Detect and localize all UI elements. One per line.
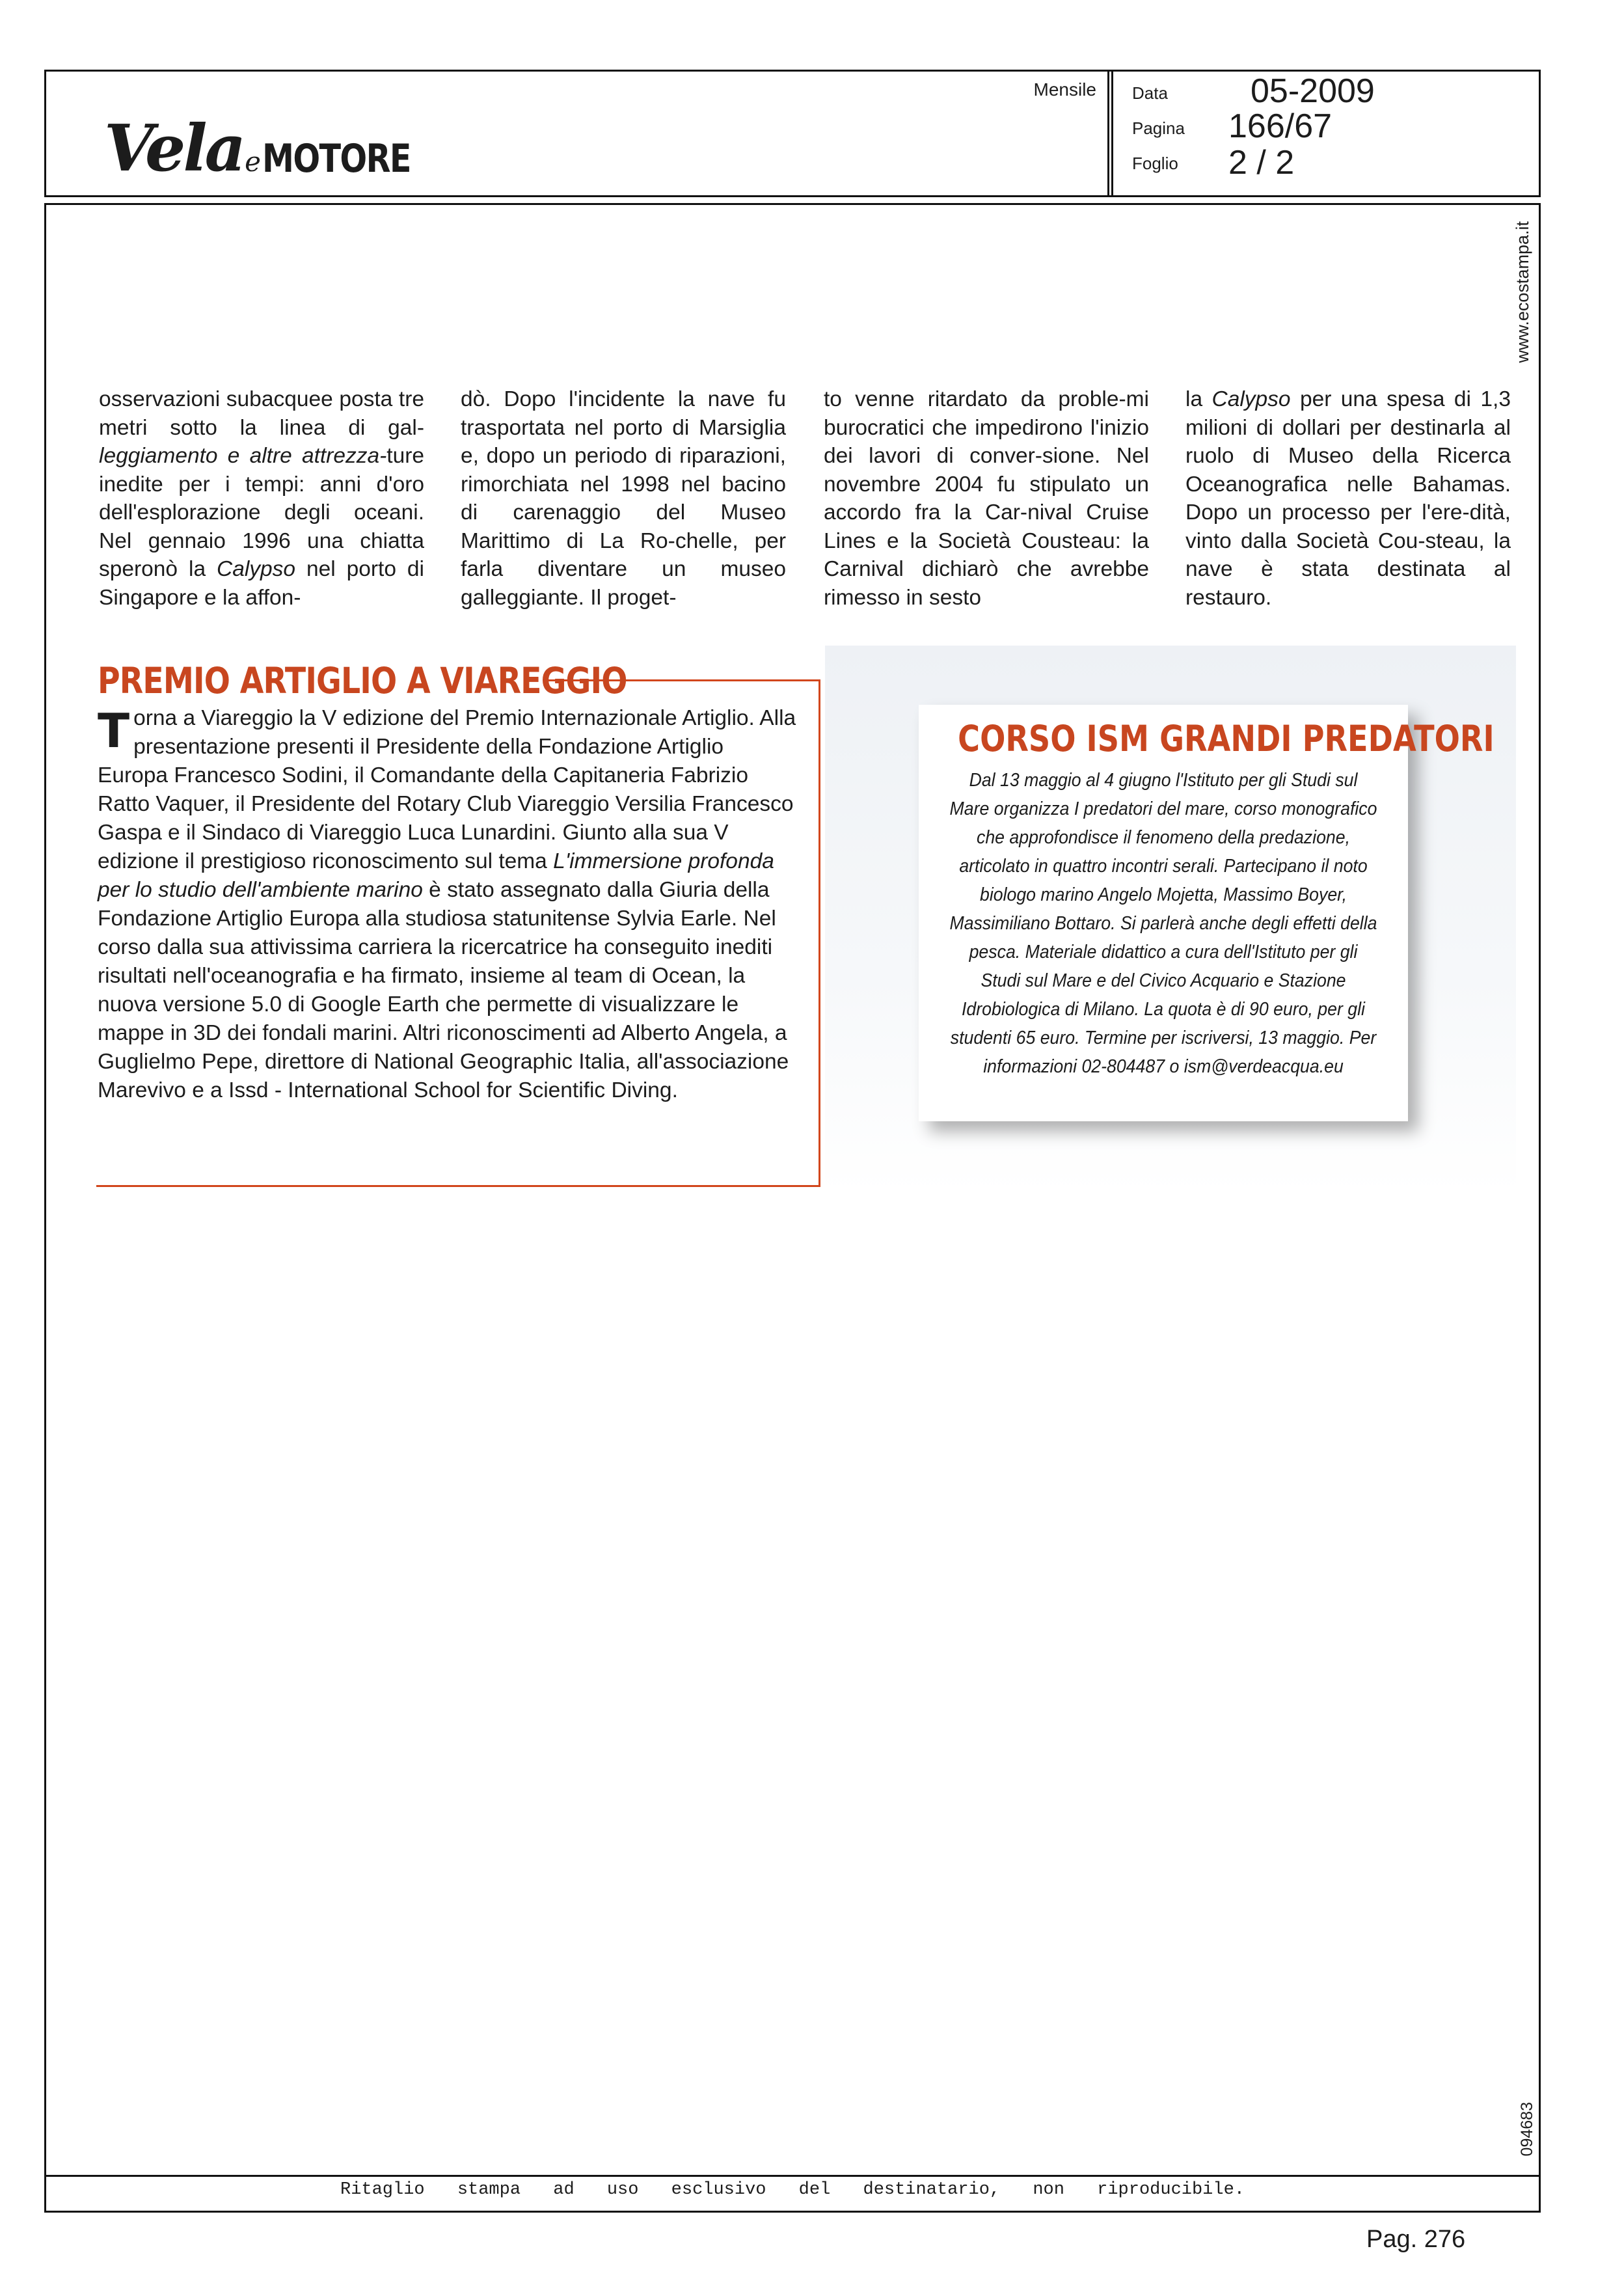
premio-title: PREMIO ARTIGLIO A VIAREGGIO xyxy=(98,660,627,702)
logo-e: e xyxy=(245,146,261,178)
premio-body xyxy=(98,704,799,1105)
meta-value-data: 05-2009 xyxy=(1251,72,1375,110)
premio-text: è stato assegnato dalla Giuria della Fondazione Artiglio Europa alla studiosa statunitense Sylvia Earle. Nel corso dalla sua attivissima carriera la ricercatrice ha conseguito inediti risultati nell'oceanografia e ha firmato, insieme al team di Ocean, la nuova versione 5.0 di Google Earth che permette di visualizzare le mappe in 3D dei fondali marini. Altri riconoscimenti ad Alberto Angela, a Guglielmo Pepe, direttore di National Geographic Italia, all'associazione Marevivo e a Issd - International School for Scientific Diving. xyxy=(98,878,789,1102)
logo-motore: MOTORE xyxy=(262,136,411,182)
column-text: la xyxy=(1185,387,1212,411)
article-column-3 xyxy=(824,385,1149,612)
header-divider xyxy=(1107,70,1113,197)
side-code: 094683 xyxy=(1518,2102,1536,2157)
corso-paragraph: Dal 13 maggio al 4 giugno l'Istituto per gli Studi sul Mare organizza I predatori del mare, corso monografico che approfondisce il fenomeno della predazione, articolato in quattro incontri serali. Partecipano il noto biologo marino Angelo Mojetta, Massimo Boyer, Massimiliano Bottaro. Si parlerà anche degli effetti della pesca. Materiale didattico a cura dell'Istituto per gli Studi sul Mare e del Civico Acquario e Stazione Idrobiologica di Milano. La quota è di 90 euro, per gli studenti 65 euro. Termine per iscriversi, 13 maggio. Per informazioni 02-804487 o ism@verdeacqua.eu xyxy=(949,770,1377,1077)
column-text: ture inedite per i tempi: anni d'oro dell'esplorazione degli oceani. Nel gennaio 1996 una chiatta speronò la xyxy=(99,444,424,581)
column-text: to venne ritardato da proble-mi burocratici che impedirono l'inizio dei lavori di conver-sione. Nel novembre 2004 fu stipulato un accordo fra la Car-nival Cruise Lines e la Società Cousteau: la Carnival dichiarò che avrebbe rimesso in sesto xyxy=(824,387,1149,610)
column-text xyxy=(99,385,424,612)
premio-text: orna a Viareggio la V edizione del Premio Internazionale Artiglio. Alla presentazione presenti il Presidente della Fondazione Artiglio Europa Francesco Sodini, il Comandante della Capitaneria Fabrizio Ratto Vaquer, il Presidente del Rotary Club Viareggio Versilia Francesco Gaspa e il Sindaco di Viareggio Luca Lunardini. Giunto alla sua V edizione il prestigioso riconoscimento sul tema xyxy=(98,706,796,873)
article-column-2 xyxy=(461,385,786,612)
premio-italic-text: L'immersione profonda per lo studio dell'ambiente marino xyxy=(98,849,774,902)
column-italic-text: Calypso xyxy=(1211,387,1291,411)
footer-rule xyxy=(44,2175,1541,2177)
column-text xyxy=(1185,385,1511,612)
corso-body xyxy=(949,766,1378,1081)
meta-label-foglio: Foglio xyxy=(1132,154,1178,173)
column-text xyxy=(824,385,1149,612)
column-italic-text: Calypso xyxy=(217,557,296,581)
frequency-label: Mensile xyxy=(1033,79,1096,100)
column-text: osservazioni subacquee posta tre metri sotto la linea di gal- xyxy=(99,387,424,440)
meta-value-foglio: 2 / 2 xyxy=(1228,144,1295,182)
side-url: www.ecostampa.it xyxy=(1513,221,1532,363)
column-text: nel porto di Singapore e la affon- xyxy=(99,557,424,610)
footer-note: Ritaglio stampa ad uso esclusivo del destinatario, non riproducibile. xyxy=(340,2180,1245,2200)
page-number: Pag. 276 xyxy=(1366,2226,1466,2253)
column-text: per una spesa di 1,3 milioni di dollari per destinarla al ruolo di Museo della Ricerca Oceanografica nelle Bahamas. Dopo un processo per l'ere-dità, vinto dalla Società Cou-steau, la nave è stata destinata al restauro. xyxy=(1185,387,1511,610)
column-italic-text: leggiamento e altre attrezza- xyxy=(99,444,387,468)
logo-vela: Vela xyxy=(104,111,244,186)
article-column-1 xyxy=(99,385,424,612)
column-text xyxy=(461,385,786,612)
premio-dropcap: T xyxy=(98,703,130,758)
corso-title: CORSO ISM GRANDI PREDATORI xyxy=(958,718,1495,759)
premio-paragraph xyxy=(98,704,799,1105)
meta-value-pagina: 166/67 xyxy=(1228,107,1333,145)
article-column-4 xyxy=(1185,385,1511,612)
corso-card xyxy=(919,705,1495,1121)
column-text: dò. Dopo l'incidente la nave fu trasportata nel porto di Marsiglia e, dopo un periodo di riparazioni, rimorchiata nel 1998 nel bacino di carenaggio del Museo Marittimo di La Ro-chelle, per farla diventare un museo galleggiante. Il proget- xyxy=(461,387,786,610)
meta-label-pagina: Pagina xyxy=(1132,118,1185,138)
meta-label-data: Data xyxy=(1132,83,1168,103)
publication-logo xyxy=(104,109,443,186)
